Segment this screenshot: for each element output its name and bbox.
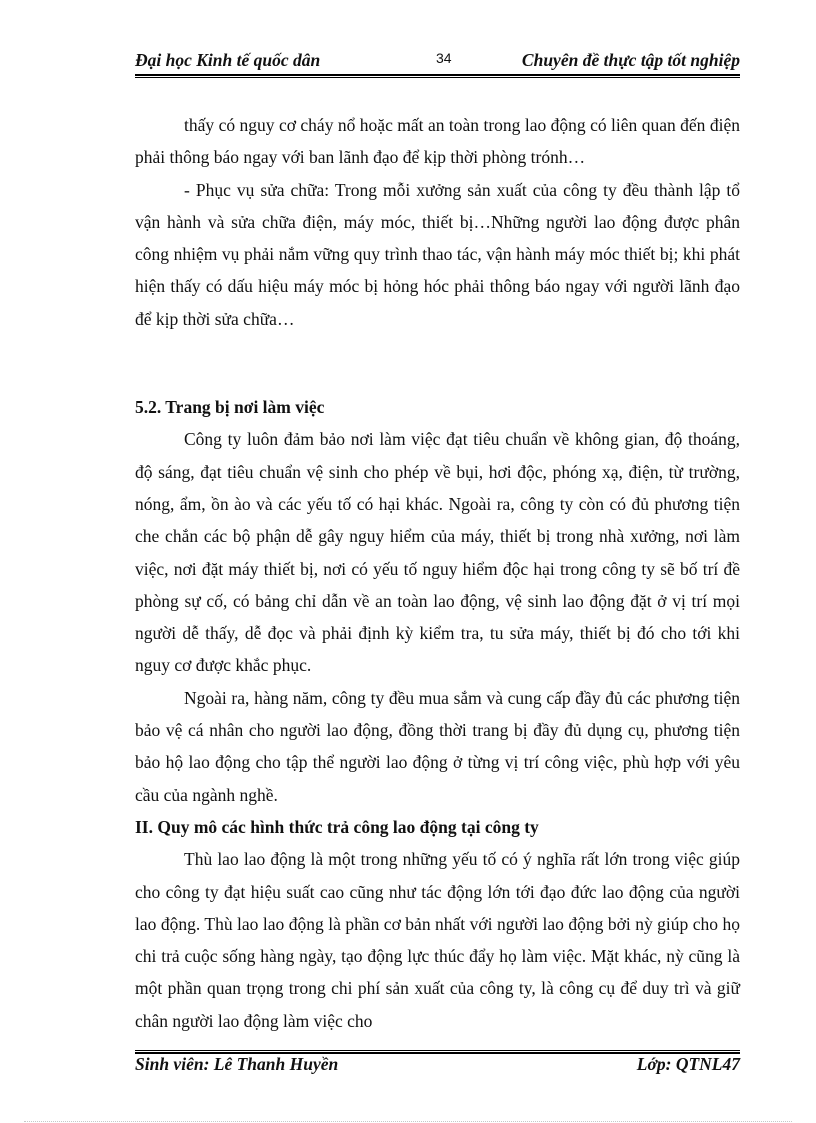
- footer-student-name: Sinh viên: Lê Thanh Huyền: [135, 1054, 339, 1074]
- footer-class-code: Lớp: QTNL47: [636, 1054, 740, 1074]
- page-number: 34: [436, 50, 452, 66]
- paragraph-safety-electric: thấy có nguy cơ cháy nổ hoặc mất an toàn trong lao động có liên quan đến điện phải thông báo ngay với ban lãnh đạo để kịp thời phòng trónh…: [135, 115, 740, 168]
- paragraph-repair-service: - Phục vụ sửa chữa: Trong mỗi xưởng sản xuất của công ty đều thành lập tổ vận hành và sửa chữa điện, máy móc, thiết bị…Những người lao động được phân công nhiệm vụ phải nắm vững quy trình thao tác, vận hành máy móc thiết bị; khi phát hiện thấy có dấu hiệu máy móc bị hỏng hóc phải thông báo ngay với người lãnh đạo để kịp thời sửa chữa…: [135, 179, 740, 329]
- footer-rule-thin: [135, 1050, 740, 1051]
- section-spacer: [135, 335, 740, 391]
- heading-compensation-forms: II. Quy mô các hình thức trả công lao động tại công ty: [135, 816, 539, 837]
- page-footer: [135, 1054, 740, 1082]
- header-document-title: Chuyên đề thực tập tốt nghiệp: [521, 50, 740, 70]
- paragraph-labor-compensation: Thù lao lao động là một trong những yếu tố có ý nghĩa rất lớn trong việc giúp cho công ty đạt hiệu suất cao cũng như tác động lớn tới đạo đức lao động của người lao động. Thù lao lao động là phần cơ bản nhất với người lao động bởi nỳ giúp cho họ chi trả cuộc sống hàng ngày, tạo động lực thúc đẩy họ làm việc. Mặt khác, nỳ cũng là một phần quan trọng trong chi phí sản xuất của công ty, là công cụ để duy trì và giữ chân người lao động làm việc cho: [135, 849, 740, 1031]
- page-body: [135, 109, 740, 1037]
- page-bottom-border: [24, 1121, 792, 1122]
- header-rule-thin: [135, 77, 740, 78]
- heading-workplace-equipment: 5.2. Trang bị nơi làm việc: [135, 397, 325, 418]
- header-university: Đại học Kinh tế quốc dân: [135, 50, 321, 70]
- paragraph-workplace-standards: Công ty luôn đảm bảo nơi làm việc đạt tiêu chuẩn về không gian, độ thoáng, độ sáng, đạt tiêu chuẩn vệ sinh cho phép về bụi, hơi độc, phóng xạ, điện, từ trường, nóng, ẩm, ồn ào và các yếu tố có hại khác. Ngoài ra, công ty còn có đủ phương tiện che chắn các bộ phận dễ gây nguy hiểm của máy, thiết bị trong nhà xưởng, nơi làm việc, nơi đặt máy thiết bị, nơi có yếu tố nguy hiểm độc hại trong công ty sẽ bố trí đề phòng sự cố, có bảng chỉ dẫn về an toàn lao động, vệ sinh lao động đặt ở vị trí mọi người dễ thấy, dễ đọc và phải định kỳ kiểm tra, tu sửa máy, thiết bị đó cho tới khi nguy cơ được khắc phục.: [135, 429, 740, 676]
- page-header: [135, 46, 740, 74]
- paragraph-protective-equipment: Ngoài ra, hàng năm, công ty đều mua sắm và cung cấp đầy đủ các phương tiện bảo vệ cá nhân cho người lao động, đồng thời trang bị đầy đủ dụng cụ, phương tiện bảo hộ lao động cho tập thể người lao động ở từng vị trí công việc, phù hợp với yêu cầu của ngành nghề.: [135, 687, 740, 805]
- header-rule-thick: [135, 74, 740, 76]
